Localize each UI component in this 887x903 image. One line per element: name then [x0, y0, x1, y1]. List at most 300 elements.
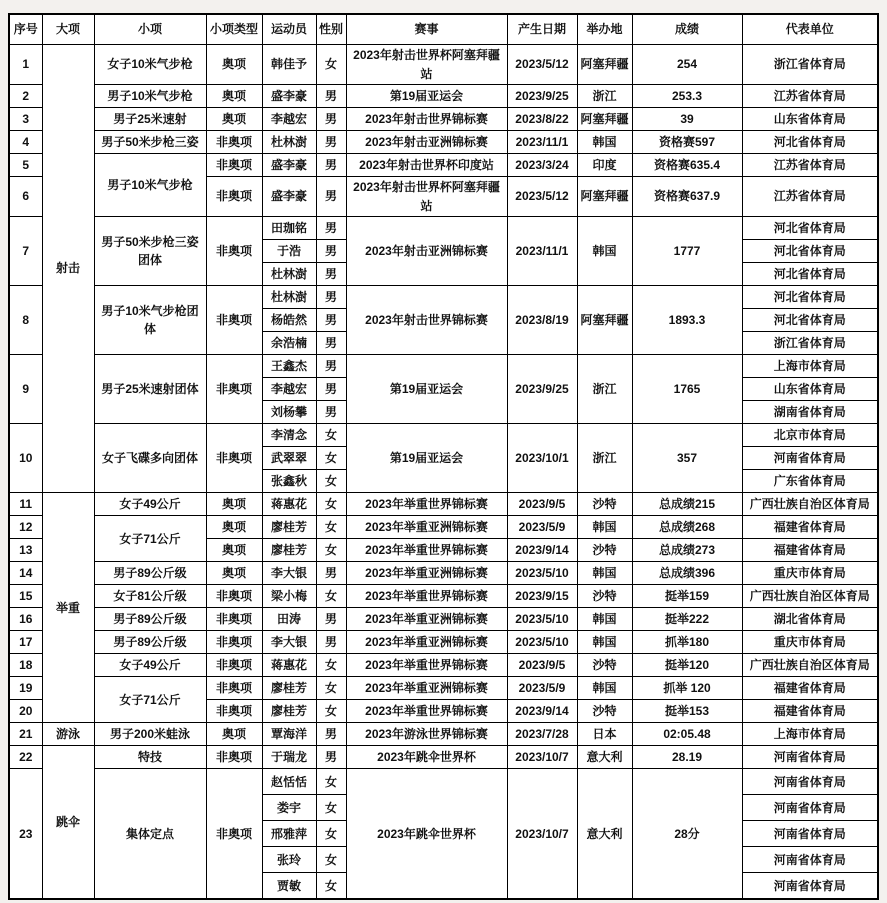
cell-event-type: 非奥项 [206, 286, 262, 355]
cell-athlete-name: 李大银 [262, 631, 316, 654]
cell-event-type: 奥项 [206, 85, 262, 108]
cell-represented-unit: 山东省体育局 [742, 108, 878, 131]
cell-gender: 男 [316, 332, 346, 355]
cell-gender: 女 [316, 677, 346, 700]
table-row [9, 108, 878, 131]
cell-venue: 浙江 [577, 355, 632, 424]
cell-gender: 男 [316, 240, 346, 263]
cell-represented-unit: 广西壮族自治区体育局 [742, 654, 878, 677]
cell-athlete-name: 韩佳予 [262, 45, 316, 85]
cell-venue: 沙特 [577, 493, 632, 516]
cell-gender: 女 [316, 795, 346, 821]
cell-minor-event: 男子89公斤级 [94, 562, 206, 585]
cell-athlete-name: 赵恬恬 [262, 769, 316, 795]
cell-event-type: 奥项 [206, 108, 262, 131]
cell-result: 28分 [632, 769, 742, 900]
cell-major-sport: 游泳 [42, 723, 94, 746]
cell-gender: 女 [316, 873, 346, 900]
cell-major-sport: 射击 [42, 45, 94, 493]
cell-date: 2023/3/24 [507, 154, 577, 177]
table-row [9, 654, 878, 677]
cell-venue: 意大利 [577, 746, 632, 769]
cell-competition: 第19届亚运会 [346, 355, 507, 424]
cell-venue: 印度 [577, 154, 632, 177]
cell-result: 抓举 120 [632, 677, 742, 700]
cell-represented-unit: 广西壮族自治区体育局 [742, 585, 878, 608]
cell-record-no: 16 [9, 608, 42, 631]
cell-event-type: 非奥项 [206, 154, 262, 177]
cell-competition: 2023年射击世界杯阿塞拜疆站 [346, 177, 507, 217]
cell-competition: 第19届亚运会 [346, 85, 507, 108]
column-header: 举办地 [577, 14, 632, 45]
cell-minor-event: 男子10米气步枪 [94, 85, 206, 108]
cell-result: 资格赛597 [632, 131, 742, 154]
cell-date: 2023/10/1 [507, 424, 577, 493]
cell-represented-unit: 河南省体育局 [742, 795, 878, 821]
cell-gender: 男 [316, 378, 346, 401]
cell-minor-event: 男子89公斤级 [94, 608, 206, 631]
table-row [9, 45, 878, 85]
cell-represented-unit: 浙江省体育局 [742, 332, 878, 355]
cell-gender: 男 [316, 263, 346, 286]
cell-competition: 2023年举重世界锦标赛 [346, 700, 507, 723]
cell-date: 2023/10/7 [507, 746, 577, 769]
cell-represented-unit: 河北省体育局 [742, 309, 878, 332]
cell-record-no: 15 [9, 585, 42, 608]
cell-gender: 女 [316, 769, 346, 795]
cell-athlete-name: 李越宏 [262, 378, 316, 401]
cell-athlete-name: 李大银 [262, 562, 316, 585]
cell-event-type: 非奥项 [206, 677, 262, 700]
cell-gender: 男 [316, 85, 346, 108]
cell-major-sport: 跳伞 [42, 746, 94, 900]
cell-date: 2023/11/1 [507, 217, 577, 286]
cell-competition: 2023年跳伞世界杯 [346, 769, 507, 900]
cell-athlete-name: 盛李豪 [262, 177, 316, 217]
cell-result: 1765 [632, 355, 742, 424]
cell-competition: 2023年举重亚洲锦标赛 [346, 631, 507, 654]
column-header: 产生日期 [507, 14, 577, 45]
column-header: 小项 [94, 14, 206, 45]
cell-result: 挺举120 [632, 654, 742, 677]
table-body [9, 45, 878, 900]
cell-gender: 男 [316, 108, 346, 131]
column-header: 运动员 [262, 14, 316, 45]
cell-venue: 韩国 [577, 217, 632, 286]
cell-athlete-name: 廖桂芳 [262, 700, 316, 723]
cell-minor-event: 女子49公斤 [94, 654, 206, 677]
cell-minor-event: 男子200米蛙泳 [94, 723, 206, 746]
cell-athlete-name: 杜林澍 [262, 131, 316, 154]
cell-represented-unit: 江苏省体育局 [742, 154, 878, 177]
cell-represented-unit: 江苏省体育局 [742, 177, 878, 217]
cell-date: 2023/5/10 [507, 608, 577, 631]
cell-represented-unit: 山东省体育局 [742, 378, 878, 401]
cell-minor-event: 女子飞碟多向团体 [94, 424, 206, 493]
cell-gender: 男 [316, 154, 346, 177]
cell-athlete-name: 田珈铭 [262, 217, 316, 240]
cell-represented-unit: 河南省体育局 [742, 447, 878, 470]
cell-represented-unit: 河南省体育局 [742, 873, 878, 900]
cell-date: 2023/11/1 [507, 131, 577, 154]
cell-athlete-name: 李越宏 [262, 108, 316, 131]
cell-venue: 日本 [577, 723, 632, 746]
table-row [9, 424, 878, 447]
cell-venue: 浙江 [577, 424, 632, 493]
cell-date: 2023/10/7 [507, 769, 577, 900]
table-row [9, 769, 878, 795]
cell-minor-event: 男子25米速射 [94, 108, 206, 131]
cell-gender: 男 [316, 355, 346, 378]
cell-competition: 2023年游泳世界锦标赛 [346, 723, 507, 746]
cell-competition: 2023年举重世界锦标赛 [346, 654, 507, 677]
cell-result: 28.19 [632, 746, 742, 769]
cell-athlete-name: 于浩 [262, 240, 316, 263]
cell-date: 2023/9/25 [507, 355, 577, 424]
cell-venue: 阿塞拜疆 [577, 45, 632, 85]
cell-athlete-name: 李清念 [262, 424, 316, 447]
cell-venue: 韩国 [577, 562, 632, 585]
column-header: 成绩 [632, 14, 742, 45]
cell-gender: 男 [316, 401, 346, 424]
cell-result: 总成绩273 [632, 539, 742, 562]
cell-represented-unit: 浙江省体育局 [742, 45, 878, 85]
cell-athlete-name: 王鑫杰 [262, 355, 316, 378]
cell-competition: 2023年举重亚洲锦标赛 [346, 562, 507, 585]
table-row [9, 723, 878, 746]
cell-competition: 2023年举重世界锦标赛 [346, 493, 507, 516]
cell-record-no: 21 [9, 723, 42, 746]
column-header: 小项类型 [206, 14, 262, 45]
cell-athlete-name: 廖桂芳 [262, 516, 316, 539]
cell-venue: 意大利 [577, 769, 632, 900]
cell-record-no: 18 [9, 654, 42, 677]
cell-represented-unit: 上海市体育局 [742, 723, 878, 746]
cell-gender: 男 [316, 723, 346, 746]
cell-represented-unit: 重庆市体育局 [742, 562, 878, 585]
cell-venue: 沙特 [577, 585, 632, 608]
cell-venue: 韩国 [577, 677, 632, 700]
cell-record-no: 22 [9, 746, 42, 769]
cell-gender: 男 [316, 286, 346, 309]
cell-competition: 2023年射击世界杯阿塞拜疆站 [346, 45, 507, 85]
table-row [9, 516, 878, 539]
cell-record-no: 13 [9, 539, 42, 562]
cell-record-no: 12 [9, 516, 42, 539]
cell-minor-event: 女子81公斤级 [94, 585, 206, 608]
cell-gender: 女 [316, 654, 346, 677]
cell-competition: 2023年举重亚洲锦标赛 [346, 516, 507, 539]
cell-venue: 阿塞拜疆 [577, 108, 632, 131]
cell-result: 挺举153 [632, 700, 742, 723]
cell-minor-event: 男子10米气步枪团体 [94, 286, 206, 355]
cell-represented-unit: 福建省体育局 [742, 539, 878, 562]
cell-event-type: 非奥项 [206, 746, 262, 769]
cell-athlete-name: 杜林澍 [262, 286, 316, 309]
cell-represented-unit: 河北省体育局 [742, 286, 878, 309]
cell-competition: 2023年举重世界锦标赛 [346, 539, 507, 562]
cell-date: 2023/9/15 [507, 585, 577, 608]
cell-athlete-name: 蒋惠花 [262, 654, 316, 677]
cell-date: 2023/5/9 [507, 516, 577, 539]
cell-record-no: 20 [9, 700, 42, 723]
cell-minor-event: 男子50米步枪三姿团体 [94, 217, 206, 286]
cell-venue: 浙江 [577, 85, 632, 108]
cell-date: 2023/5/12 [507, 45, 577, 85]
cell-event-type: 非奥项 [206, 700, 262, 723]
cell-result: 总成绩396 [632, 562, 742, 585]
cell-gender: 女 [316, 700, 346, 723]
cell-represented-unit: 重庆市体育局 [742, 631, 878, 654]
table-row [9, 217, 878, 240]
cell-represented-unit: 河南省体育局 [742, 746, 878, 769]
cell-competition: 2023年举重亚洲锦标赛 [346, 677, 507, 700]
cell-date: 2023/5/10 [507, 562, 577, 585]
cell-event-type: 非奥项 [206, 654, 262, 677]
cell-minor-event: 男子50米步枪三姿 [94, 131, 206, 154]
cell-competition: 第19届亚运会 [346, 424, 507, 493]
cell-venue: 韩国 [577, 631, 632, 654]
table-row [9, 562, 878, 585]
cell-gender: 男 [316, 562, 346, 585]
table-row [9, 154, 878, 177]
cell-result: 357 [632, 424, 742, 493]
column-header: 代表单位 [742, 14, 878, 45]
cell-date: 2023/7/28 [507, 723, 577, 746]
cell-record-no: 17 [9, 631, 42, 654]
cell-record-no: 10 [9, 424, 42, 493]
cell-athlete-name: 余浩楠 [262, 332, 316, 355]
cell-event-type: 奥项 [206, 723, 262, 746]
cell-record-no: 9 [9, 355, 42, 424]
cell-gender: 男 [316, 631, 346, 654]
cell-record-no: 5 [9, 154, 42, 177]
cell-record-no: 23 [9, 769, 42, 900]
cell-venue: 韩国 [577, 608, 632, 631]
cell-result: 1777 [632, 217, 742, 286]
cell-event-type: 非奥项 [206, 177, 262, 217]
cell-result: 253.3 [632, 85, 742, 108]
cell-represented-unit: 河北省体育局 [742, 240, 878, 263]
cell-represented-unit: 北京市体育局 [742, 424, 878, 447]
cell-date: 2023/9/14 [507, 539, 577, 562]
cell-result: 挺举222 [632, 608, 742, 631]
cell-athlete-name: 娄宇 [262, 795, 316, 821]
table-row [9, 677, 878, 700]
cell-venue: 阿塞拜疆 [577, 286, 632, 355]
cell-gender: 女 [316, 516, 346, 539]
cell-record-no: 3 [9, 108, 42, 131]
cell-result: 总成绩268 [632, 516, 742, 539]
cell-record-no: 7 [9, 217, 42, 286]
cell-gender: 女 [316, 847, 346, 873]
header-row [9, 14, 878, 45]
cell-record-no: 8 [9, 286, 42, 355]
cell-event-type: 奥项 [206, 562, 262, 585]
cell-event-type: 非奥项 [206, 217, 262, 286]
cell-record-no: 1 [9, 45, 42, 85]
cell-represented-unit: 河北省体育局 [742, 263, 878, 286]
table-row [9, 608, 878, 631]
cell-result: 资格赛637.9 [632, 177, 742, 217]
cell-competition: 2023年举重世界锦标赛 [346, 585, 507, 608]
cell-date: 2023/5/9 [507, 677, 577, 700]
cell-competition: 2023年射击亚洲锦标赛 [346, 131, 507, 154]
cell-athlete-name: 梁小梅 [262, 585, 316, 608]
cell-gender: 男 [316, 177, 346, 217]
cell-minor-event: 男子10米气步枪 [94, 154, 206, 217]
table-row [9, 355, 878, 378]
cell-athlete-name: 刘杨攀 [262, 401, 316, 424]
cell-venue: 韩国 [577, 131, 632, 154]
cell-gender: 男 [316, 746, 346, 769]
cell-minor-event: 集体定点 [94, 769, 206, 900]
cell-venue: 沙特 [577, 539, 632, 562]
cell-represented-unit: 河北省体育局 [742, 131, 878, 154]
cell-minor-event: 特技 [94, 746, 206, 769]
cell-athlete-name: 贾敏 [262, 873, 316, 900]
cell-athlete-name: 杜林澍 [262, 263, 316, 286]
cell-date: 2023/9/25 [507, 85, 577, 108]
cell-result: 02:05.48 [632, 723, 742, 746]
table-header [9, 14, 878, 45]
cell-event-type: 非奥项 [206, 424, 262, 493]
cell-event-type: 非奥项 [206, 355, 262, 424]
cell-minor-event: 女子49公斤 [94, 493, 206, 516]
cell-athlete-name: 武翠翠 [262, 447, 316, 470]
cell-event-type: 非奥项 [206, 131, 262, 154]
cell-event-type: 奥项 [206, 45, 262, 85]
cell-athlete-name: 于瑞龙 [262, 746, 316, 769]
cell-athlete-name: 邢雅萍 [262, 821, 316, 847]
cell-record-no: 19 [9, 677, 42, 700]
cell-venue: 沙特 [577, 700, 632, 723]
cell-event-type: 非奥项 [206, 769, 262, 900]
cell-result: 254 [632, 45, 742, 85]
table-row [9, 631, 878, 654]
cell-represented-unit: 河南省体育局 [742, 769, 878, 795]
cell-date: 2023/5/12 [507, 177, 577, 217]
cell-date: 2023/9/5 [507, 493, 577, 516]
cell-event-type: 非奥项 [206, 585, 262, 608]
cell-event-type: 非奥项 [206, 608, 262, 631]
cell-record-no: 11 [9, 493, 42, 516]
cell-venue: 阿塞拜疆 [577, 177, 632, 217]
cell-competition: 2023年射击世界锦标赛 [346, 286, 507, 355]
cell-minor-event: 男子25米速射团体 [94, 355, 206, 424]
cell-minor-event: 女子71公斤 [94, 516, 206, 562]
column-header: 性别 [316, 14, 346, 45]
cell-event-type: 奥项 [206, 539, 262, 562]
cell-athlete-name: 廖桂芳 [262, 677, 316, 700]
cell-gender: 女 [316, 470, 346, 493]
table-row [9, 286, 878, 309]
cell-represented-unit: 广西壮族自治区体育局 [742, 493, 878, 516]
cell-athlete-name: 盛李豪 [262, 154, 316, 177]
cell-event-type: 非奥项 [206, 631, 262, 654]
cell-represented-unit: 湖北省体育局 [742, 608, 878, 631]
cell-athlete-name: 张玲 [262, 847, 316, 873]
cell-record-no: 14 [9, 562, 42, 585]
cell-venue: 沙特 [577, 654, 632, 677]
cell-gender: 女 [316, 821, 346, 847]
cell-represented-unit: 广东省体育局 [742, 470, 878, 493]
table-row [9, 493, 878, 516]
cell-represented-unit: 上海市体育局 [742, 355, 878, 378]
cell-result: 39 [632, 108, 742, 131]
table-row [9, 85, 878, 108]
cell-athlete-name: 蒋惠花 [262, 493, 316, 516]
cell-minor-event: 男子89公斤级 [94, 631, 206, 654]
cell-competition: 2023年举重亚洲锦标赛 [346, 608, 507, 631]
table-row [9, 746, 878, 769]
cell-gender: 女 [316, 447, 346, 470]
cell-represented-unit: 江苏省体育局 [742, 85, 878, 108]
cell-competition: 2023年跳伞世界杯 [346, 746, 507, 769]
cell-represented-unit: 河南省体育局 [742, 847, 878, 873]
column-header: 赛事 [346, 14, 507, 45]
table-row [9, 131, 878, 154]
column-header: 序号 [9, 14, 42, 45]
cell-athlete-name: 杨皓然 [262, 309, 316, 332]
cell-event-type: 奥项 [206, 493, 262, 516]
cell-represented-unit: 福建省体育局 [742, 677, 878, 700]
cell-major-sport: 举重 [42, 493, 94, 723]
cell-represented-unit: 福建省体育局 [742, 516, 878, 539]
cell-minor-event: 女子10米气步枪 [94, 45, 206, 85]
cell-athlete-name: 张鑫秋 [262, 470, 316, 493]
cell-gender: 女 [316, 424, 346, 447]
cell-date: 2023/5/10 [507, 631, 577, 654]
cell-gender: 男 [316, 608, 346, 631]
cell-record-no: 2 [9, 85, 42, 108]
column-header: 大项 [42, 14, 94, 45]
cell-gender: 女 [316, 539, 346, 562]
cell-record-no: 4 [9, 131, 42, 154]
cell-result: 1893.3 [632, 286, 742, 355]
cell-athlete-name: 田涛 [262, 608, 316, 631]
cell-athlete-name: 覃海洋 [262, 723, 316, 746]
cell-minor-event: 女子71公斤 [94, 677, 206, 723]
cell-venue: 韩国 [577, 516, 632, 539]
cell-gender: 男 [316, 309, 346, 332]
records-table [8, 13, 879, 900]
cell-result: 总成绩215 [632, 493, 742, 516]
cell-date: 2023/8/22 [507, 108, 577, 131]
cell-date: 2023/9/5 [507, 654, 577, 677]
cell-result: 挺举159 [632, 585, 742, 608]
cell-result: 资格赛635.4 [632, 154, 742, 177]
cell-date: 2023/9/14 [507, 700, 577, 723]
cell-event-type: 奥项 [206, 516, 262, 539]
cell-date: 2023/8/19 [507, 286, 577, 355]
table-row [9, 585, 878, 608]
cell-result: 抓举180 [632, 631, 742, 654]
cell-gender: 女 [316, 585, 346, 608]
cell-gender: 男 [316, 131, 346, 154]
cell-competition: 2023年射击世界锦标赛 [346, 108, 507, 131]
cell-represented-unit: 河南省体育局 [742, 821, 878, 847]
cell-gender: 男 [316, 217, 346, 240]
cell-represented-unit: 河北省体育局 [742, 217, 878, 240]
cell-record-no: 6 [9, 177, 42, 217]
cell-represented-unit: 湖南省体育局 [742, 401, 878, 424]
cell-gender: 女 [316, 493, 346, 516]
cell-represented-unit: 福建省体育局 [742, 700, 878, 723]
cell-gender: 女 [316, 45, 346, 85]
cell-competition: 2023年射击亚洲锦标赛 [346, 217, 507, 286]
cell-athlete-name: 盛李豪 [262, 85, 316, 108]
